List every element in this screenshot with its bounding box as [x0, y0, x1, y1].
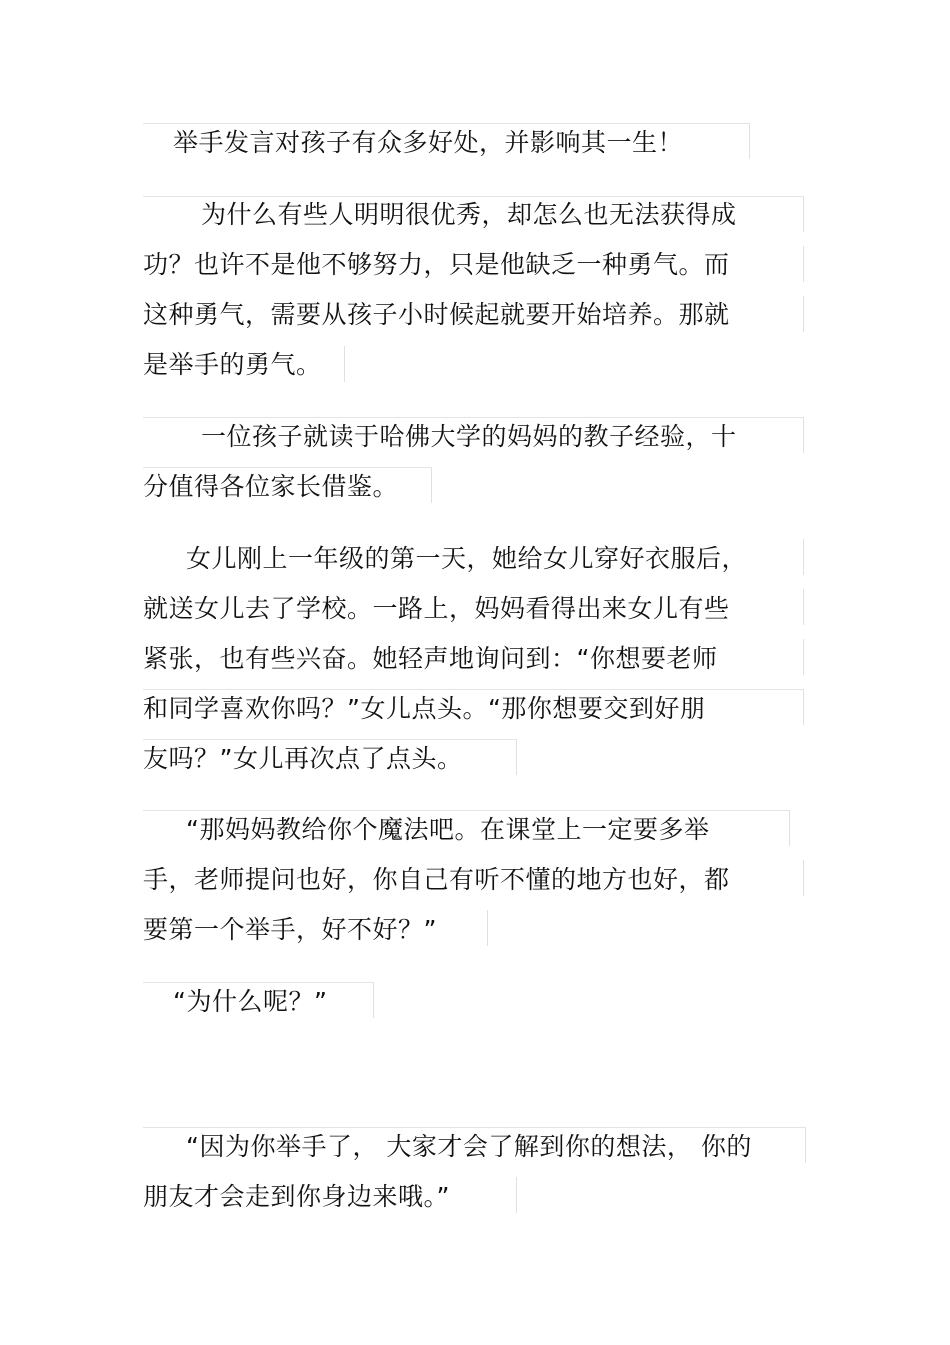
- paragraph-line: “为什么呢？”: [173, 987, 328, 1016]
- rule-line: [344, 346, 345, 382]
- rule-line: [516, 739, 517, 775]
- paragraph-line: 一位孩子就读于哈佛大学的妈妈的教子经验，十: [201, 422, 737, 451]
- paragraph-line: 和同学喜欢你吗？”女儿点头。“那你想要交到好朋: [143, 694, 706, 723]
- paragraph-line: 是举手的勇气。: [143, 350, 322, 379]
- rule-line: [143, 196, 803, 197]
- rule-line: [803, 296, 804, 332]
- paragraph-line: 功？也许不是他不够努力，只是他缺乏一种勇气。而: [143, 250, 730, 279]
- rule-line: [143, 739, 516, 740]
- rule-line: [803, 639, 804, 675]
- rule-line: [803, 860, 804, 896]
- paragraph-line: 手，老师提问也好，你自己有听不懂的地方也好，都: [143, 865, 730, 894]
- paragraph-line: 分值得各位家长借鉴。: [143, 472, 399, 501]
- rule-line: [373, 982, 374, 1018]
- rule-line: [143, 810, 789, 811]
- rule-line: [749, 123, 750, 159]
- rule-line: [803, 246, 804, 282]
- paragraph-line: “那妈妈教给你个魔法吧。在课堂上一定要多举: [186, 815, 710, 844]
- paragraph-line: “因为你举手了， 大家才会了解到你的想法， 你的: [186, 1132, 752, 1161]
- rule-line: [789, 810, 790, 846]
- paragraph-line: 就送女儿去了学校。一路上，妈妈看得出来女儿有些: [143, 594, 730, 623]
- rule-line: [143, 689, 803, 690]
- rule-line: [143, 123, 749, 124]
- rule-line: [143, 1127, 805, 1128]
- rule-line: [803, 589, 804, 625]
- rule-line: [803, 417, 804, 453]
- rule-line: [143, 982, 373, 983]
- rule-line: [805, 1127, 806, 1163]
- paragraph-line: 紧张，也有些兴奋。她轻声地询问到：“你想要老师: [143, 644, 718, 673]
- rule-line: [487, 910, 488, 946]
- paragraph-line: 为什么有些人明明很优秀，却怎么也无法获得成: [201, 200, 737, 229]
- rule-line: [803, 689, 804, 725]
- rule-line: [143, 467, 431, 468]
- rule-line: [431, 467, 432, 503]
- paragraph-line: 朋友才会走到你身边来哦。”: [143, 1182, 450, 1211]
- rule-line: [803, 539, 804, 575]
- paragraph-line: 要第一个举手，好不好？”: [143, 915, 437, 944]
- rule-line: [143, 417, 803, 418]
- rule-line: [516, 1177, 517, 1213]
- paragraph-line: 举手发言对孩子有众多好处，并影响其一生！: [173, 128, 684, 157]
- rule-line: [803, 196, 804, 232]
- paragraph-line: 这种勇气，需要从孩子小时候起就要开始培养。那就: [143, 300, 730, 329]
- paragraph-line: 女儿刚上一年级的第一天，她给女儿穿好衣服后，: [186, 544, 748, 573]
- paragraph-line: 友吗？”女儿再次点了点头。: [143, 744, 463, 773]
